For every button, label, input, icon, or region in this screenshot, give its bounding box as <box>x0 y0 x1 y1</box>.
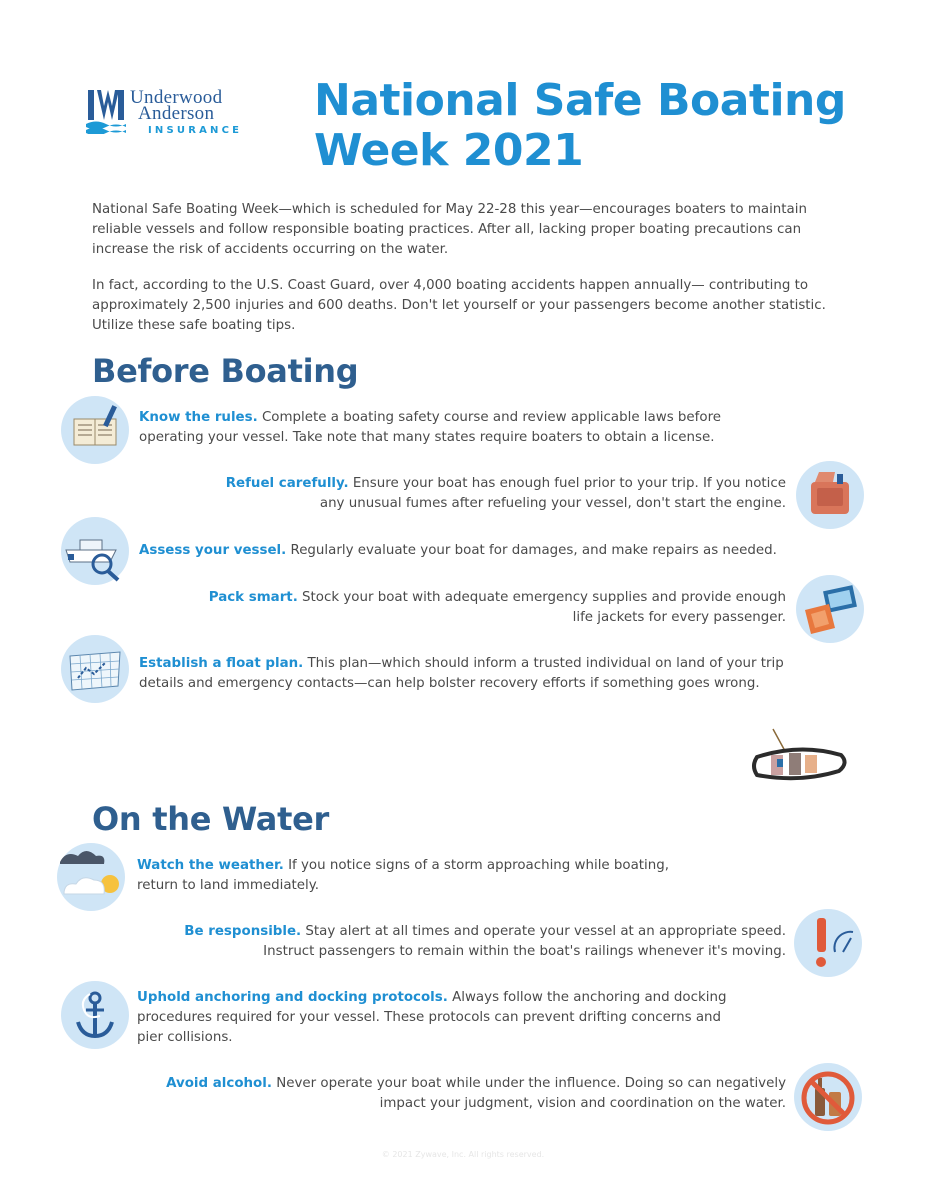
tip-text: This plan—which should inform a trusted individual on land of your trip details and emergency contacts—can help bolster recovery efforts if something goes wrong. <box>139 656 784 691</box>
title-line-1: National Safe Boating <box>314 75 846 126</box>
tip-text: Stay alert at all times and operate your vessel at an appropriate speed. Instruct passengers to remain within the boat's railings whenever it's moving. <box>263 924 786 959</box>
boat-illustration-icon <box>745 725 850 795</box>
logo-line-2: Anderson <box>138 103 215 124</box>
section-heading-on-the-water: On the Water <box>92 800 329 838</box>
tip-title: Pack smart. <box>208 590 298 605</box>
tip-watch-the-weather <box>137 856 697 896</box>
section-heading-before-boating: Before Boating <box>92 352 359 390</box>
tip-text: Stock your boat with adequate emergency supplies and provide enough life jackets for every passenger. <box>297 590 786 625</box>
tip-anchoring-docking <box>137 988 747 1048</box>
tip-text: Complete a boating safety course and review applicable laws before operating your vessel. Take note that many states require boaters to obtain a license. <box>139 410 722 445</box>
logo-line-1: Underwood <box>130 87 223 108</box>
supplies-icon <box>795 574 865 644</box>
tip-title: Avoid alcohol. <box>166 1076 272 1091</box>
tip-title: Watch the weather. <box>137 858 284 873</box>
intro-paragraph-2: In fact, according to the U.S. Coast Guard, over 4,000 boating accidents happen annually— contributing to approximately 2,500 injuries and 600 deaths. Don't let yourself or your passengers become another statistic. Utilize these safe boating tips. <box>92 278 826 333</box>
tip-text: Always follow the anchoring and docking procedures required for your vessel. These protocols can prevent drifting concerns and pier collisions. <box>137 990 727 1045</box>
tip-title: Be responsible. <box>184 924 302 939</box>
tip-title: Establish a float plan. <box>139 656 304 671</box>
map-icon <box>60 634 130 704</box>
tip-know-the-rules <box>139 408 759 448</box>
tip-text: Regularly evaluate your boat for damages, and make repairs as needed. <box>286 543 777 558</box>
no-alcohol-icon <box>793 1062 863 1132</box>
tip-text: Ensure your boat has enough fuel prior to your trip. If you notice any unusual fumes after refueling your vessel, don't start the engine. <box>319 476 786 511</box>
rulebook-icon <box>60 395 130 465</box>
anchor-icon <box>60 980 130 1050</box>
tip-assess-your-vessel <box>139 541 799 561</box>
copyright-footer: © 2021 Zywave, Inc. All rights reserved. <box>381 1150 545 1159</box>
tip-pack-smart <box>190 588 786 628</box>
title-line-2: Week 2021 <box>314 125 584 176</box>
page-title <box>314 76 874 176</box>
tip-avoid-alcohol <box>150 1074 786 1114</box>
tip-refuel-carefully <box>210 474 786 514</box>
tip-title: Know the rules. <box>139 410 258 425</box>
boat-inspect-icon <box>60 516 130 586</box>
weather-icon <box>56 842 126 912</box>
speed-warning-icon <box>793 908 863 978</box>
tip-text: If you notice signs of a storm approaching while boating, return to land immediately. <box>137 858 670 893</box>
logo-mark-icon <box>86 88 126 134</box>
fuel-can-icon <box>795 460 865 530</box>
tip-text: Never operate your boat while under the influence. Doing so can negatively impact your judgment, vision and coordination on the water. <box>271 1076 786 1111</box>
tip-establish-float-plan <box>139 654 799 694</box>
company-logo <box>86 86 266 138</box>
tip-title: Uphold anchoring and docking protocols. <box>137 990 448 1005</box>
intro-paragraph-1: National Safe Boating Week—which is scheduled for May 22-28 this year—encourages boaters to maintain reliable vessels and follow responsible boating practices. After all, lacking proper boating precautions can increase the risk of accidents occurring on the water. <box>92 202 807 257</box>
logo-line-3: INSURANCE <box>148 125 243 136</box>
tip-title: Assess your vessel. <box>139 543 287 558</box>
tip-title: Refuel carefully. <box>225 476 349 491</box>
tip-be-responsible <box>170 922 786 962</box>
